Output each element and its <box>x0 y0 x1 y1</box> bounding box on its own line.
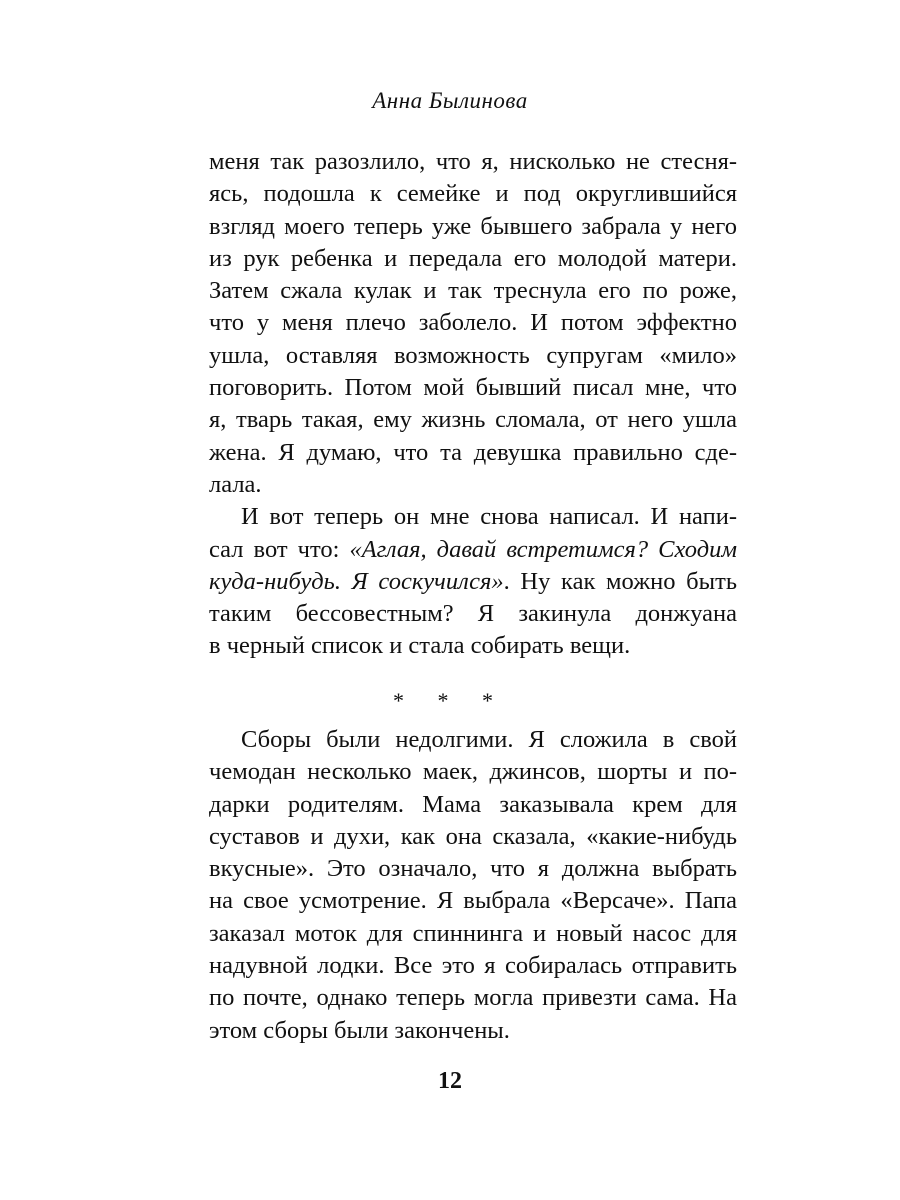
text-line: дарки родителям. Мама заказывала крем для <box>209 790 737 818</box>
text-line: лала. <box>209 470 262 498</box>
running-head-author: Анна Былинова <box>372 88 528 113</box>
text-line: таким бессовестным? Я закинула донжуана <box>209 600 737 628</box>
section-separator: * * * <box>393 688 507 713</box>
text-line: надувной лодки. Все это я собиралась отправить <box>209 952 737 980</box>
text-line: я, тварь такая, ему жизнь сломала, от него ушла <box>209 406 737 434</box>
page-number: 12 <box>438 1068 462 1094</box>
text-run: . Ну как можно быть <box>503 567 737 595</box>
text-line: И вот теперь он мне снова написал. И напи- <box>241 503 737 531</box>
text-line: ясь, подошла к семейке и под округлившийся <box>209 180 737 208</box>
text-run: сал вот что: <box>209 535 350 563</box>
text-line: чемодан несколько маек, джинсов, шорты и по- <box>209 758 737 786</box>
text-line: этом сборы были закончены. <box>209 1016 510 1044</box>
text-line: жена. Я думаю, что та девушка правильно сде- <box>209 438 737 466</box>
text-line: поговорить. Потом мой бывший писал мне, что <box>209 374 737 402</box>
text-line: ушла, оставляя возможность супругам «мило» <box>209 341 737 369</box>
text-block-2 <box>209 724 737 1047</box>
text-line: из рук ребенка и передала его молодой матери. <box>209 244 737 272</box>
text-line: что у меня плечо заболело. И потом эффектно <box>209 309 737 337</box>
text-line: заказал моток для спиннинга и новый насос для <box>209 919 737 947</box>
text-block-1 <box>209 146 737 663</box>
text-line: Затем сжала кулак и так треснула его по роже, <box>209 277 737 305</box>
quoted-message: куда-нибудь. Я соскучился» <box>209 567 504 595</box>
text-line: на свое усмотрение. Я выбрала «Версаче». Папа <box>209 887 737 915</box>
text-line: Сборы были недолгими. Я сложила в свой <box>241 726 737 753</box>
quoted-message: «Аглая, давай встретимся? Сходим <box>349 535 737 563</box>
text-line <box>209 566 737 598</box>
text-line <box>209 534 737 566</box>
text-line: меня так разозлило, что я, нисколько не стесня- <box>209 148 737 175</box>
text-line: в черный список и стала собирать вещи. <box>209 632 631 660</box>
text-line: взгляд моего теперь уже бывшего забрала у него <box>209 212 737 240</box>
text-line: вкусные». Это означало, что я должна выбрать <box>209 855 737 883</box>
text-line: суставов и духи, как она сказала, «какие-нибудь <box>209 822 737 850</box>
text-line: по почте, однако теперь могла привезти сама. На <box>209 984 737 1012</box>
